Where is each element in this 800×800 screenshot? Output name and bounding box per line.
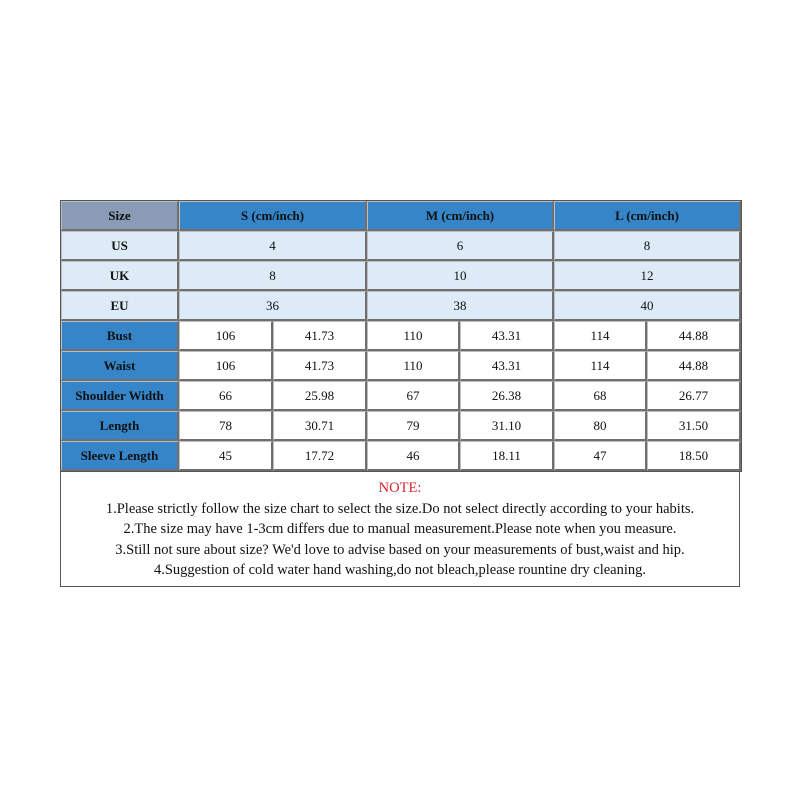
corner-cell: Size	[61, 201, 179, 231]
note-line: 2.The size may have 1-3cm differs due to manual measurement.Please note when you measure.	[123, 521, 677, 537]
note-line: 4.Suggestion of cold water hand washing,do not bleach,please rountine dry cleaning.	[153, 562, 647, 578]
table-row-sleeve-length	[61, 441, 741, 471]
table-cell: 114	[554, 321, 647, 351]
note-line: 3.Still not sure about size? We'd love to advise based on your measurements of bust,waist and hip.	[115, 541, 685, 558]
table-cell: 26.38	[460, 381, 554, 411]
table-cell: 110	[367, 351, 460, 381]
header-row	[61, 201, 741, 231]
row-label: Bust	[61, 321, 179, 351]
table-cell: 66	[179, 381, 273, 411]
table-cell: 114	[554, 351, 647, 381]
table-cell: 36	[179, 291, 367, 321]
table-row-bust	[61, 321, 741, 351]
size-chart	[60, 200, 740, 587]
table-cell: 18.50	[647, 441, 741, 471]
table-cell: 47	[554, 441, 647, 471]
table-cell: 41.73	[273, 351, 367, 381]
table-cell: 68	[554, 381, 647, 411]
table-cell: 6	[367, 231, 554, 261]
row-label: Shoulder Width	[61, 381, 179, 411]
header-size-l: L (cm/inch)	[554, 201, 741, 231]
table-cell: 67	[367, 381, 460, 411]
table-row-uk	[61, 261, 741, 291]
size-table	[60, 200, 742, 472]
table-cell: 106	[179, 351, 273, 381]
table-cell: 26.77	[647, 381, 741, 411]
table-cell: 25.98	[273, 381, 367, 411]
table-cell: 30.71	[273, 411, 367, 441]
table-cell: 12	[554, 261, 741, 291]
table-cell: 79	[367, 411, 460, 441]
table-row-length	[61, 411, 741, 441]
table-cell: 46	[367, 441, 460, 471]
note-line: 1.Please strictly follow the size chart to select the size.Do not select directly according to your habits.	[105, 500, 695, 517]
row-label: Waist	[61, 351, 179, 381]
row-label: Sleeve Length	[61, 441, 179, 471]
row-label: UK	[61, 261, 179, 291]
note-title: NOTE:	[378, 480, 422, 496]
row-label: Length	[61, 411, 179, 441]
table-cell: 43.31	[460, 321, 554, 351]
row-label: US	[61, 231, 179, 261]
row-label: EU	[61, 291, 179, 321]
header-size-s: S (cm/inch)	[179, 201, 367, 231]
table-cell: 10	[367, 261, 554, 291]
table-cell: 8	[179, 261, 367, 291]
table-cell: 43.31	[460, 351, 554, 381]
table-row-eu	[61, 291, 741, 321]
table-cell: 80	[554, 411, 647, 441]
header-size-m: M (cm/inch)	[367, 201, 554, 231]
table-cell: 41.73	[273, 321, 367, 351]
table-cell: 44.88	[647, 351, 741, 381]
table-cell: 8	[554, 231, 741, 261]
table-row-us	[61, 231, 741, 261]
table-cell: 40	[554, 291, 741, 321]
table-cell: 38	[367, 291, 554, 321]
table-cell: 17.72	[273, 441, 367, 471]
table-cell: 4	[179, 231, 367, 261]
table-cell: 110	[367, 321, 460, 351]
table-cell: 31.50	[647, 411, 741, 441]
table-cell: 31.10	[460, 411, 554, 441]
table-row-waist	[61, 351, 741, 381]
table-cell: 18.11	[460, 441, 554, 471]
table-cell: 78	[179, 411, 273, 441]
note-box	[60, 472, 740, 587]
table-cell: 45	[179, 441, 273, 471]
table-row-shoulder-width	[61, 381, 741, 411]
table-cell: 106	[179, 321, 273, 351]
table-cell: 44.88	[647, 321, 741, 351]
